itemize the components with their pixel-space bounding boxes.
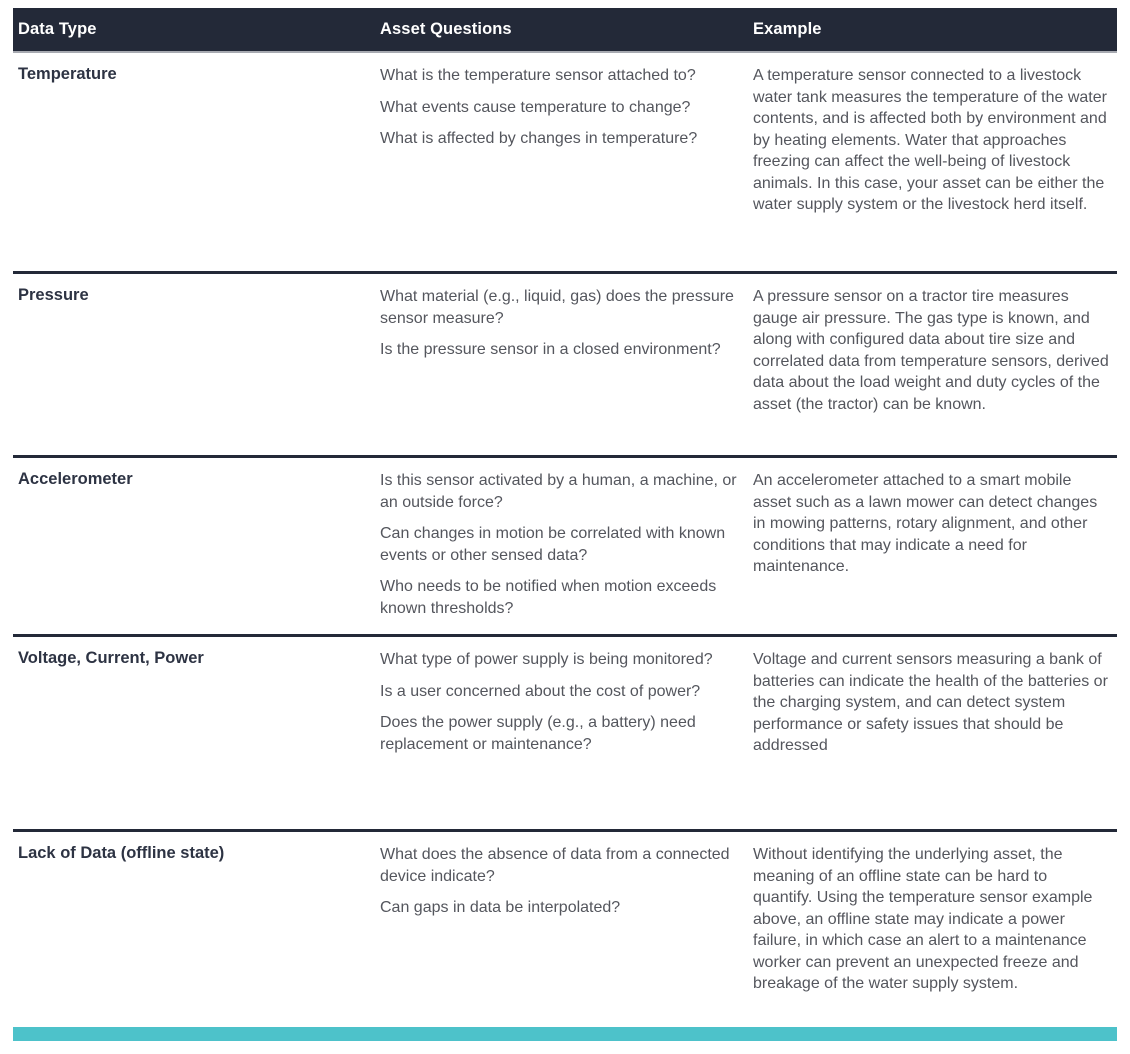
column-header-example: Example <box>753 20 822 38</box>
data-type-label: Temperature <box>18 65 117 83</box>
question-text: Is this sensor activated by a human, a machine, or an outside force? <box>380 472 737 511</box>
question-text: What type of power supply is being monitored? <box>380 651 713 668</box>
question-text: Can changes in motion be correlated with known events or other sensed data? <box>380 525 726 564</box>
question-text: What is affected by changes in temperature? <box>380 130 698 147</box>
asset-questions-cell <box>375 832 748 1027</box>
question-text: What material (e.g., liquid, gas) does the pressure sensor measure? <box>380 288 734 327</box>
question-text: Who needs to be notified when motion exceeds known thresholds? <box>380 578 717 617</box>
data-types-table <box>13 8 1117 1041</box>
table-row-voltage-current-power <box>13 634 1117 829</box>
asset-questions-cell <box>375 53 748 271</box>
data-type-label: Accelerometer <box>18 470 133 488</box>
question-text: What is the temperature sensor attached to? <box>380 67 696 84</box>
table-row-lack-of-data <box>13 829 1117 1027</box>
column-header-data-type: Data Type <box>18 20 97 38</box>
table-row-accelerometer <box>13 455 1117 634</box>
table-header-row <box>13 8 1117 53</box>
example-cell: Without identifying the underlying asset, the meaning of an offline state can be hard to quantify. Using the temperature sensor example above, an offline state may indicate a power failure, in which case an alert to a maintenance worker can prevent an unexpected freeze and breakage of the water supply system. <box>753 846 1093 992</box>
question-text: Is the pressure sensor in a closed environment? <box>380 341 721 358</box>
example-cell: A pressure sensor on a tractor tire measures gauge air pressure. The gas type is known, and along with configured data about tire size and correlated data from temperature sensors, derived data about the load weight and duty cycles of the asset (the tractor) can be known. <box>753 288 1109 413</box>
asset-questions-cell <box>375 637 748 829</box>
data-type-label: Voltage, Current, Power <box>18 649 204 667</box>
data-type-label: Lack of Data (offline state) <box>18 844 225 862</box>
example-cell: A temperature sensor connected to a livestock water tank measures the temperature of the water contents, and is affected both by environment and by heating elements. Water that approaches freezing can affect the well-being of livestock animals. In this case, your asset can be either the water supply system or the livestock herd itself. <box>753 67 1107 213</box>
asset-questions-cell <box>375 274 748 455</box>
question-text: What events cause temperature to change? <box>380 98 691 116</box>
example-cell: An accelerometer attached to a smart mobile asset such as a lawn mower can detect changes in mowing patterns, rotary alignment, and other conditions that may indicate a need for maintenance. <box>753 472 1098 575</box>
column-header-asset-questions: Asset Questions <box>380 20 512 38</box>
table-row-pressure <box>13 271 1117 455</box>
question-text: Can gaps in data be interpolated? <box>380 899 621 916</box>
question-text: Is a user concerned about the cost of power? <box>380 682 701 700</box>
question-text: Does the power supply (e.g., a battery) need replacement or maintenance? <box>380 714 696 753</box>
data-type-label: Pressure <box>18 286 89 304</box>
table-row-temperature <box>13 53 1117 271</box>
example-cell: Voltage and current sensors measuring a bank of batteries can indicate the health of the batteries or the charging system, and can detect system performance or safety issues that should be addressed <box>753 651 1108 754</box>
asset-questions-cell <box>375 458 748 634</box>
teal-accent-bar <box>13 1027 1117 1041</box>
question-text: What does the absence of data from a connected device indicate? <box>380 846 730 885</box>
